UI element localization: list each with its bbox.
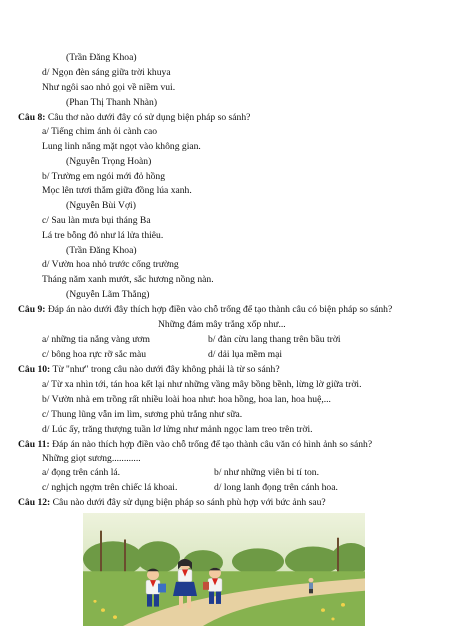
q10-option-b: b/ Vườn nhà em trồng rất nhiều loài hoa như: hoa hồng, hoa lan, hoa huệ,... (42, 394, 331, 405)
q8-option-d-line-2: Tháng năm xanh mướt, sắc hương nồng nàn. (42, 274, 214, 285)
question-9-text: Đáp án nào dưới đây thích hợp điền vào chỗ trống để tạo thành câu có biện pháp so sánh? (45, 304, 393, 315)
poem-option-d-line-2: Như ngôi sao nhỏ gọi về niềm vui. (42, 82, 176, 93)
question-10 (18, 364, 280, 376)
q10-option-c: c/ Thung lũng vẫn im lìm, sương phủ trắng như sữa. (42, 409, 243, 420)
q11-option-c: c/ nghịch ngợm trên chiếc lá khoai. (42, 482, 178, 493)
question-11-text: Đáp án nào thích hợp điền vào chỗ trống để tạo thành câu văn có hình ảnh so sánh? (49, 439, 373, 450)
attribution-tran-dang-khoa-2: (Trần Đăng Khoa) (66, 245, 137, 256)
q9-option-a: a/ những tia nắng vàng ươm (42, 334, 150, 345)
q9-prompt: Những đám mây trắng xốp như... (158, 319, 286, 330)
question-8-text: Câu thơ nào dưới đây có sử dụng biện pháp so sánh? (45, 112, 251, 123)
q9-option-c: c/ bông hoa rực rỡ sắc màu (42, 349, 147, 360)
question-8-label: Câu 8: (18, 112, 46, 123)
question-12-text: Câu nào dưới đây sử dụng biện pháp so sánh phù hợp với bức ảnh sau? (50, 497, 326, 508)
q8-option-a-line-1: a/ Tiếng chim ánh ỏi cành cao (42, 126, 158, 137)
question-12-label: Câu 12: (18, 497, 51, 508)
distant-farmer (309, 578, 314, 593)
q11-option-a: a/ đọng trên cánh lá. (42, 467, 121, 478)
q8-option-b-line-2: Mọc lên tươi thắm giữa đồng lúa xanh. (42, 185, 192, 196)
question-11-label: Câu 11: (18, 439, 50, 450)
attribution-phan-thi-thanh-nhan: (Phan Thị Thanh Nhàn) (66, 97, 158, 108)
q9-option-b: b/ đàn cừu lang thang trên bầu trời (208, 334, 341, 345)
question-10-text: Từ "như" trong câu nào dưới đây không phải là từ so sánh? (50, 364, 280, 375)
q8-option-c-line-2: Lá tre bỗng đỏ như lá lửa thiêu. (42, 230, 164, 241)
q8-option-a-line-2: Lung linh nắng mặt ngọt vào không gian. (42, 141, 201, 152)
question-9 (18, 304, 392, 316)
q8-option-b-line-1: b/ Trường em ngói mới đỏ hồng (42, 171, 166, 182)
q10-option-d: d/ Lúc ấy, trăng thượng tuần lơ lửng như mảnh ngọc lam treo trên trời. (42, 424, 313, 435)
attribution-nguyen-trong-hoan: (Nguyễn Trọng Hoàn) (66, 156, 152, 167)
attribution-nguyen-bui-voi: (Nguyễn Bùi Vợi) (66, 200, 136, 211)
question-8 (18, 112, 250, 124)
q10-option-a: a/ Từ xa nhìn tới, tán hoa kết lại như những vầng mây bồng bềnh, lừng lờ giữa trời. (42, 379, 362, 390)
question-11 (18, 439, 372, 451)
attribution-tran-dang-khoa-1: (Trần Đăng Khoa) (66, 52, 137, 63)
illustration-children-walking (83, 513, 365, 626)
q11-option-d: d/ long lanh đọng trên cánh hoa. (214, 482, 338, 493)
q11-prompt: Những giọt sương............ (42, 453, 141, 464)
q8-option-c-line-1: c/ Sau làn mưa bụi tháng Ba (42, 215, 151, 226)
q9-option-d: d/ dải lụa mềm mại (208, 349, 283, 360)
q11-option-b: b/ như những viên bi tí ton. (214, 467, 320, 478)
q8-option-d-line-1: d/ Vườn hoa nhỏ trước cổng trường (42, 259, 179, 270)
question-12 (18, 497, 326, 509)
question-9-label: Câu 9: (18, 304, 46, 315)
question-10-label: Câu 10: (18, 364, 51, 375)
attribution-nguyen-lam-thang: (Nguyễn Lãm Thắng) (66, 289, 150, 300)
poem-option-d-line-1: d/ Ngọn đèn sáng giữa trời khuya (42, 67, 171, 78)
